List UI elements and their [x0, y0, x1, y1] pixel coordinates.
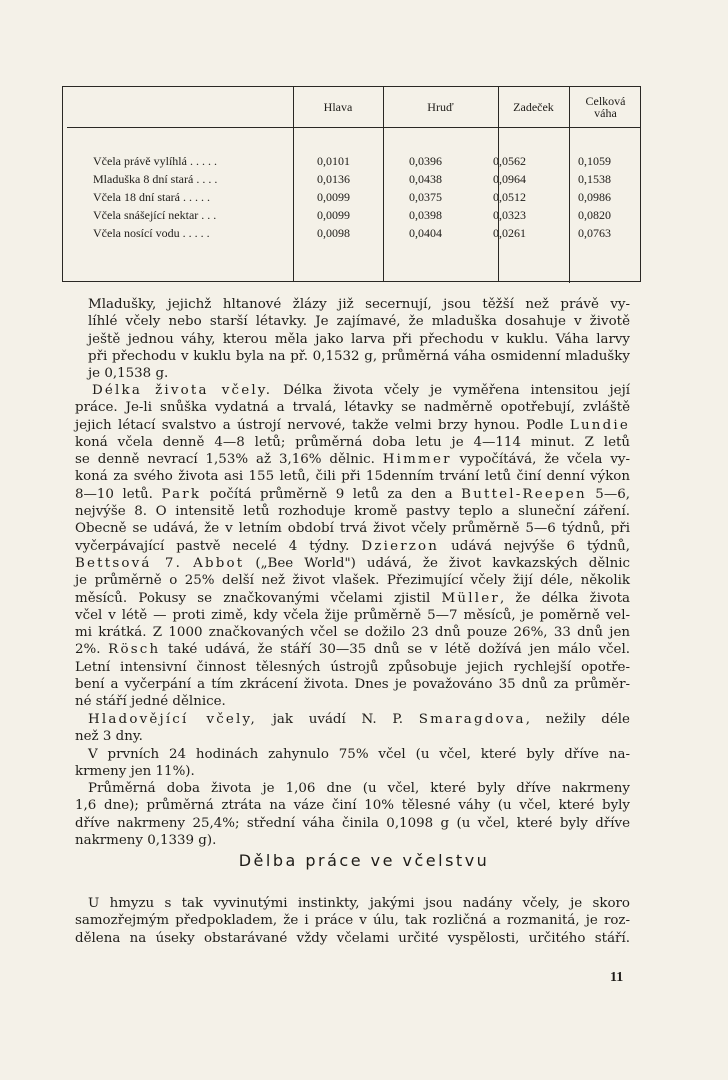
text-line: Délka života včely. Délka života včely je vyměřena intensitou její: [92, 383, 630, 398]
author-name: Park: [161, 486, 202, 502]
text-line: měsíců. Pokusy se značkovanými včelami zjistil Müller, že délka života: [75, 590, 630, 606]
page-number: 11: [610, 970, 624, 985]
text-line: je 0,1538 g.: [88, 366, 169, 382]
author-name: Rösch: [108, 642, 161, 658]
author-name: Dzierzon: [361, 538, 440, 554]
inline-heading: Hladovějící včely,: [88, 712, 257, 727]
text-line: dříve nakrmeny 25,4%; střední váha činila 0,1098 g (u včel, které byly dříve: [75, 815, 630, 831]
table-cell: 0,0438: [409, 172, 442, 186]
text-line: ještě jednou váhy, kterou měla jako larva při přechodu v kuklu. Váha larvy: [88, 331, 630, 347]
text-line: bení a vyčerpání a tím zkrácení života. Dnes je považováno 35 dnů za průměr-: [75, 677, 630, 693]
table-header-divider: [67, 127, 640, 128]
table-cell: 0,0763: [578, 226, 611, 240]
text-line: Hladovějící včely, jak uvádí N. P. Smaragdova, nežily déle: [88, 712, 630, 727]
text-line: 1,6 dne); průměrná ztráta na váze činí 10% tělesné váhy (u včel, které byly: [75, 798, 630, 814]
text-line: práce. Je-li snůška vydatná a trvalá, létavky se nadměrně opotřebují, zvláště: [75, 400, 630, 416]
text-line: Mladušky, jejichž hltanové žlázy již secernují, jsou těžší než právě vy-: [88, 297, 630, 312]
table-cell: 0,0099: [317, 190, 350, 204]
text-line: Bettsová 7. Abbot („Bee World") udává, že život kavkazských dělnic: [75, 555, 630, 571]
text-line: nakrmeny 0,1339 g).: [75, 832, 217, 848]
author-name: Bettsová 7.: [75, 555, 183, 571]
text-line: 2%. Rösch také udává, že stáří 30—35 dnů se v létě dožívá jen málo včel.: [75, 642, 630, 658]
table-row-label: Včela 18 dní stará . . . . .: [93, 190, 210, 204]
text-line: mi krátká. Z 1000 značkovaných včel se dožilo 23 dnů pouze 26%, 33 dnů jen: [75, 625, 630, 641]
text-line: vyčerpávající pastvě necelé 4 týdny. Dzierzon udává nejvýše 6 týdnů,: [75, 538, 630, 554]
author-name: Smaragdova: [418, 712, 526, 727]
paragraph-24-hodin: [75, 746, 630, 781]
table-cell: 0,0986: [578, 190, 611, 204]
text-line: koná za svého života asi 155 letů, čili při 15denním trvání letů činí denní výkon: [75, 469, 630, 485]
table-cell: 0,0136: [317, 172, 350, 186]
author-name: Abbot: [193, 555, 245, 571]
table-cell: 0,0098: [317, 226, 350, 240]
table-cell: 0,1059: [578, 154, 611, 168]
text-line: při přechodu v kuklu byla na př. 0,1532 g, průměrná váha osmidenní mladušky: [88, 348, 630, 364]
table-header-hlava: Hlava: [323, 100, 353, 114]
table-header-zadecek: Zadeček: [513, 100, 554, 114]
text-line: je průměrně o 25% delší než život vlašek. Přezimující včely žijí déle, několik: [75, 573, 630, 589]
paragraph-delba-prace: [75, 895, 630, 947]
table-row-label: Včela snášející nektar . . .: [93, 208, 217, 222]
table-cell: 0,0562: [493, 154, 526, 168]
text-line: Letní intensivní činnost tělesných ústrojů způsobuje jejich rychlejší opotře-: [75, 659, 630, 675]
paragraph-hladovejici: [75, 711, 630, 746]
table-cell: 0,0964: [493, 172, 526, 186]
paragraph-prumerna-doba: [75, 780, 630, 849]
text-line: U hmyzu s tak vyvinutými instinkty, jakými jsou nadány včely, je skoro: [88, 896, 630, 911]
table-cell: 0,0323: [493, 208, 526, 222]
text-line: nejvýše 8. O intensitě letů rozhoduje kromě pastvy teplo a sluneční záření.: [75, 504, 630, 520]
text-line: koná včela denně 4—8 letů; průměrná doba letu je 4—114 minut. Z letů: [75, 434, 630, 450]
table-cell: 0,0820: [578, 208, 611, 222]
text-line: V prvních 24 hodinách zahynulo 75% včel (u včel, které byly dříve na-: [88, 747, 630, 762]
text-line: jejich létací svalstvo a ústrojí nervové, takže velmi brzy hynou. Podle Lundie: [75, 417, 630, 433]
author-name: Lundie: [569, 417, 630, 433]
paragraph-delka-zivota: [75, 382, 630, 711]
author-name: Buttel-Reepen: [461, 486, 587, 502]
table-cell: 0,0261: [493, 226, 526, 240]
table-cell: 0,0375: [409, 190, 442, 204]
text-line: dělena na úseky obstarávané vždy včelami určité vyspělosti, určitého stáří.: [75, 930, 630, 946]
text-line: než 3 dny.: [75, 729, 143, 745]
author-name: Müller: [441, 590, 500, 606]
table-cell: 0,0512: [493, 190, 526, 204]
table-header-celkova-vaha: Celková váha: [585, 94, 626, 120]
text-line: samozřejmým předpokladem, že i práce v úlu, tak rozličná a rozmanitá, je roz-: [75, 913, 630, 929]
author-name: Himmer: [382, 452, 452, 468]
table-row-label: Včela nosící vodu . . . . .: [93, 226, 210, 240]
text-line: Obecně se udává, že v letním období trvá život včely průměrně 5—6 týdnů, při: [75, 521, 630, 537]
table-cell: 0,0101: [317, 154, 350, 168]
table-cell: 0,1538: [578, 172, 611, 186]
table-cell: 0,0398: [409, 208, 442, 222]
bee-weight-table: [62, 86, 641, 282]
paragraph-mladusky: [88, 296, 630, 382]
table-row-label: Mladuška 8 dní stará . . . .: [93, 172, 218, 186]
text-line: krmeny jen 11%).: [75, 764, 195, 780]
table-cell: 0,0396: [409, 154, 442, 168]
inline-heading: Délka života včely.: [92, 383, 273, 398]
text-line: né stáří jedné dělnice.: [75, 694, 226, 710]
table-row-label: Včela právě vylíhlá . . . . .: [93, 154, 217, 168]
section-title: Dělba práce ve včelstvu: [238, 851, 490, 870]
table-cell: 0,0404: [409, 226, 442, 240]
table-cell: 0,0099: [317, 208, 350, 222]
text-line: 8—10 letů. Park počítá průměrně 9 letů za den a Buttel-Reepen 5—6,: [75, 486, 630, 502]
text-line: líhlé včely nebo starší létavky. Je zajímavé, že mladuška dosahuje v životě: [88, 314, 630, 330]
text-line: Průměrná doba života je 1,06 dne (u včel, které byly dříve nakrmeny: [88, 781, 630, 796]
text-line: včel v létě — proti zimě, kdy včela žije průměrně 5—7 měsíců, je poměrně vel-: [75, 607, 630, 623]
text-line: se denně nevrací 1,53% až 3,16% dělnic. Himmer vypočítává, že včela vy-: [75, 452, 630, 468]
table-header-hrud: Hruď: [427, 100, 454, 114]
